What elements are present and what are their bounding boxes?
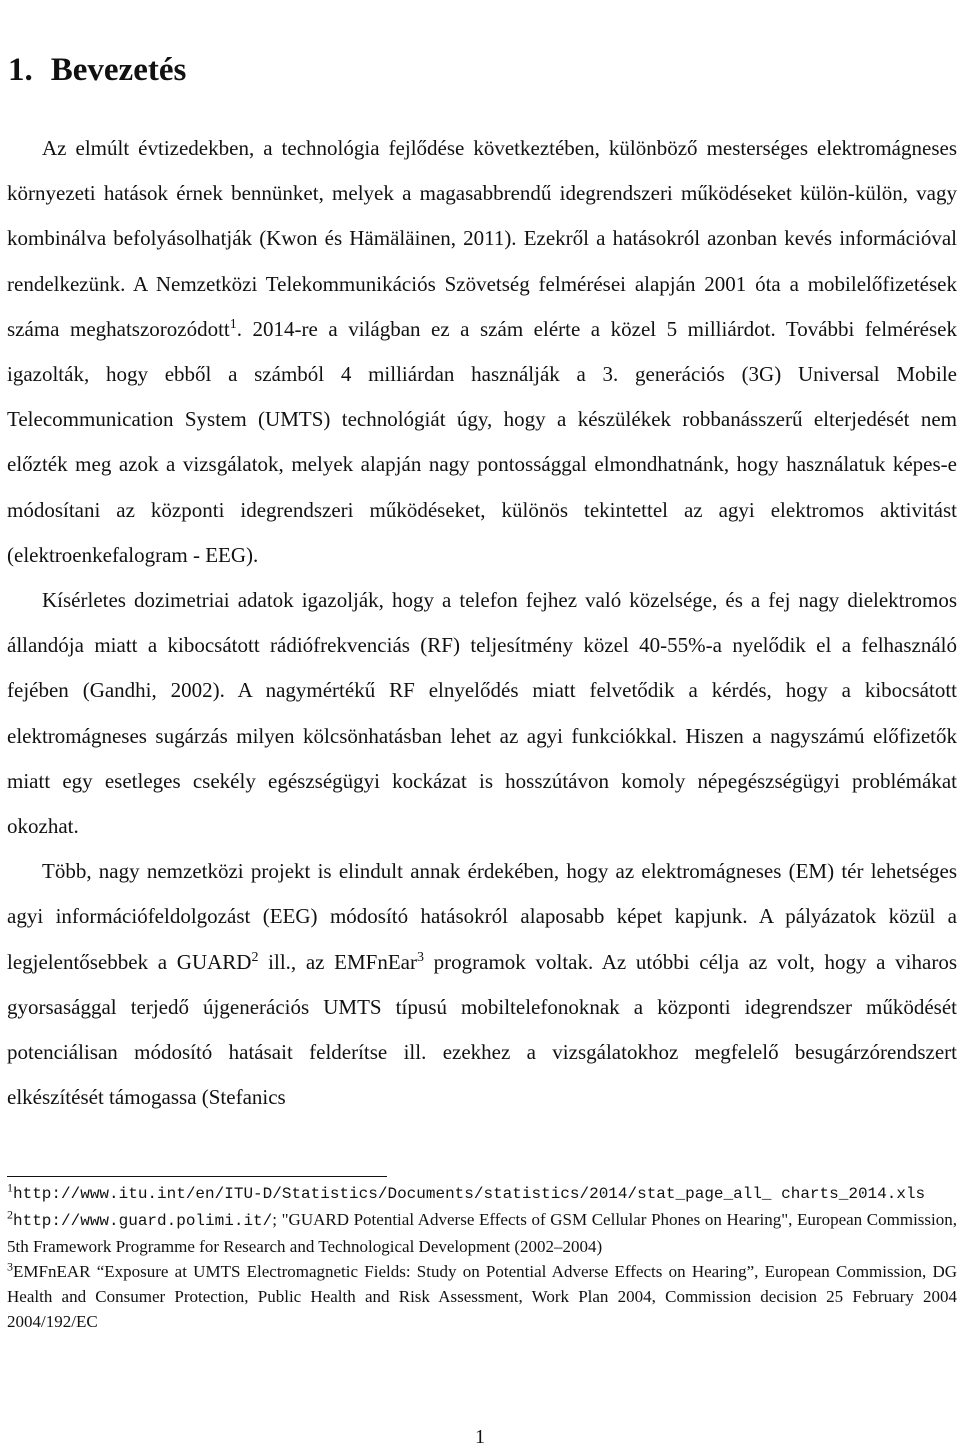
body-text: [7, 126, 957, 1120]
footnote-1: [7, 1180, 957, 1207]
section-heading: [8, 48, 186, 92]
section-number: 1.: [8, 52, 33, 88]
paragraph-3-text-a: Több, nagy nemzetközi projekt is elindult annak érdekében, hogy az elektromágneses (EM) tér lehetséges agyi információfeldolgozást (EEG) módosító hatásokról alaposabb képet kapjunk. A pályázatok közül a legjelentősebbek a GUARD: [7, 859, 957, 974]
section-title: Bevezetés: [50, 52, 187, 88]
footnote-2-url[interactable]: http://www.guard.polimi.it/: [13, 1212, 273, 1230]
paragraph-1-text-a: Az elmúlt évtizedekben, a technológia fejlődése következtében, különböző mesterséges elektromágneses környezeti hatások érnek bennünket, melyek a magasabbrendű idegrendszeri működéseket külön-külön, vagy kombinálva befolyásolhatják (Kwon és Hämäläinen, 2011). Ezekről a hatásokról azonban kevés információval rendelkezünk. A Nemzetközi Telekommunikációs Szövetség felmérései alapján 2001 óta a mobilelőfizetések száma meghatszorozódott: [7, 136, 957, 341]
footnote-ref-3: 3: [416, 949, 424, 965]
footnotes: [7, 1180, 957, 1334]
footnote-1-mark: 1: [7, 1180, 13, 1195]
footnote-3-text: EMFnEAR “Exposure at UMTS Electromagnetic Fields: Study on Potential Adverse Effects on Hearing”, European Commission, DG Health and Consumer Protection, Public Health and Risk Assessment, Work Plan 2004, Commission decision 25 February 2004 2004/192/EC: [7, 1262, 957, 1331]
paragraph-2: Kísérletes dozimetriai adatok igazolják, hogy a telefon fejhez való közelsége, és a fej nagy dielektromos állandója miatt a kibocsátott rádiófrekvenciás (RF) teljesítmény közel 40-55%-a nyelődik el a felhasználó fejében (Gandhi, 2002). A nagymértékű RF elnyelődés miatt felvetődik a kérdés, hogy a kibocsátott elektromágneses sugárzás milyen kölcsönhatásban lehet az agyi funkciókkal. Hiszen a nagyszámú előfizetők miatt egy esetleges csekély egészségügyi kockázat is hosszútávon komoly népegészségügyi problémákat okozhat.: [7, 588, 957, 839]
footnote-ref-2: 2: [251, 949, 259, 965]
paragraph-3-text-b: ill., az EMFnEar: [258, 949, 417, 974]
footnote-2: [7, 1207, 957, 1259]
footnote-3-mark: 3: [7, 1259, 13, 1274]
paragraph-3-text-c: programok voltak. Az utóbbi célja az volt, hogy a viharos gyorsasággal terjedő újgenerációs UMTS típusú mobiltelefonoknak a központi idegrendszer működését potenciálisan módosító hatásait felderítse ill. ezekhez a vizsgálatokhoz megfelelő besugárzórendszert elkészítését támogassa (Stefanics: [7, 949, 957, 1110]
footnote-1-url[interactable]: http://www.itu.int/en/ITU-D/Statistics/Documents/statistics/2014/stat_page_all_ charts_2014.xls: [13, 1185, 926, 1203]
paragraph-1-text-b: . 2014-re a világban ez a szám elérte a közel 5 milliárdot. További felmérések igazolták, hogy ebből a számból 4 milliárdan használják a 3. generációs (3G) Universal Mobile Telecommunication System (UMTS) technológiát úgy, hogy a készülékek robbanásszerű elterjedését nem előzték meg azok a vizsgálatok, melyek alapján nagy pontossággal elmondhatnánk, hogy használatuk képes-e módosítani az központi idegrendszeri működéseket, különös tekintettel az agyi elektromos aktivitást (elektroenkefalogram - EEG).: [7, 316, 957, 567]
page-number: 1: [475, 1426, 485, 1448]
footnote-2-text: ; "GUARD Potential Adverse Effects of GSM Cellular Phones on Hearing", European Commission, 5th Framework Programme for Research and Technological Development (2002–2004): [7, 1210, 957, 1256]
paragraph-1: [7, 126, 957, 578]
footnote-ref-1: 1: [229, 316, 237, 332]
footnote-2-mark: 2: [7, 1207, 13, 1222]
footnote-3: [7, 1259, 957, 1334]
footnote-separator: [7, 1176, 387, 1177]
paragraph-3: [7, 849, 957, 1120]
